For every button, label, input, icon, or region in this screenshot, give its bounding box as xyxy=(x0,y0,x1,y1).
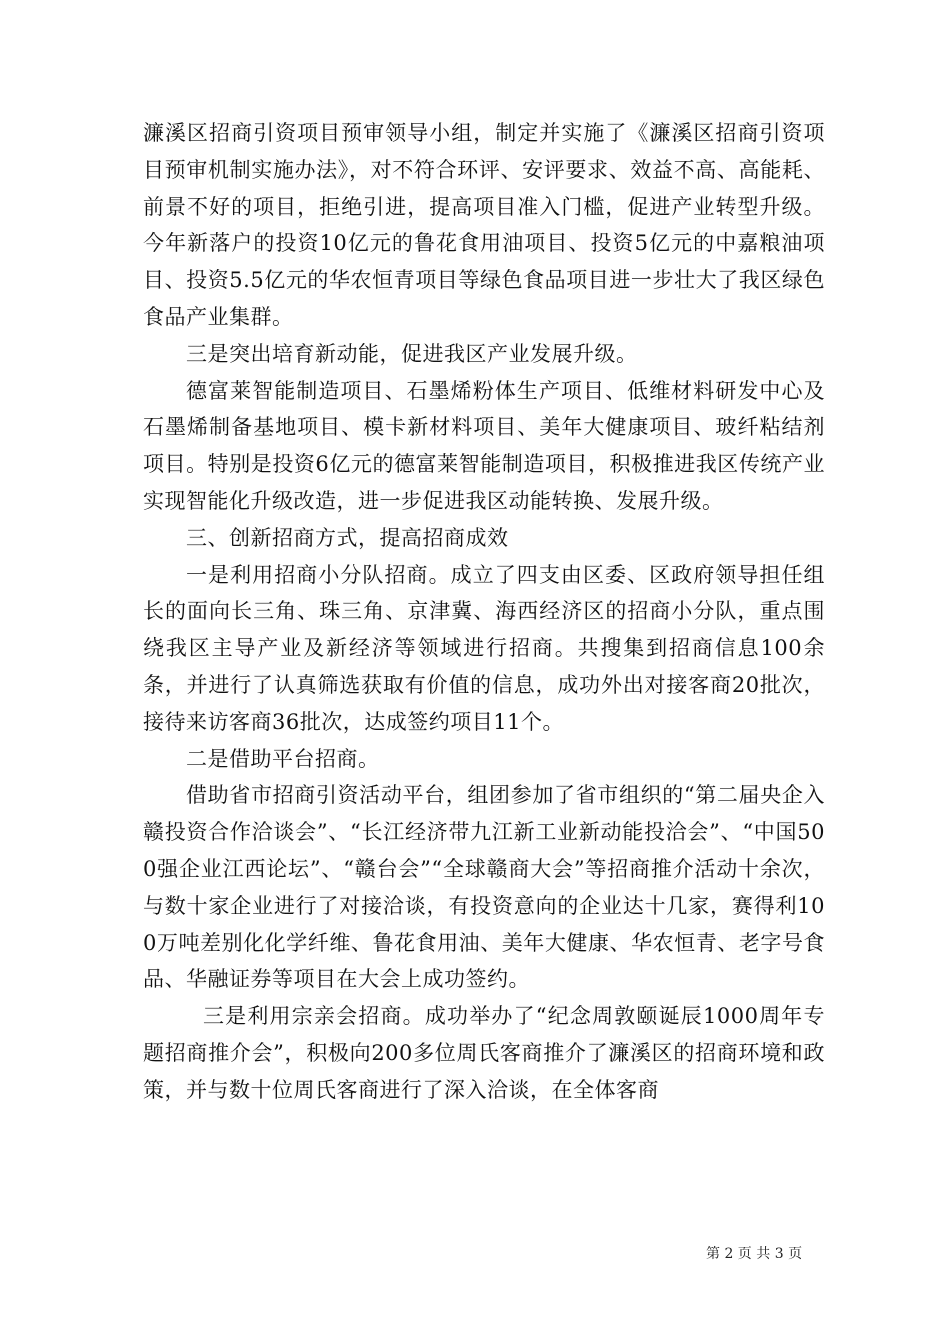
document-body xyxy=(143,115,825,1109)
paragraph-7: 借助省市招商引资活动平台，组团参加了省市组织的“第二届央企入赣投资合作洽谈会”、“长江经济带九江新工业新动能投洽会”、“中国500强企业江西论坛”、“赣台会”“全球赣商大会”等招商推介活动十余次，与数十家企业进行了对接洽谈，有投资意向的企业达十几家，赛得利100万吨差别化化学纤维、鲁花食用油、美年大健康、华农恒青、老字号食品、华融证券等项目在大会上成功签约。 xyxy=(143,783,825,992)
paragraph-8: 三是利用宗亲会招商。成功举办了“纪念周敦颐诞辰1000周年专题招商推介会”，积极向200多位周氏客商推介了濂溪区的招商环境和政策，并与数十位周氏客商进行了深入洽谈，在全体客商 xyxy=(143,1004,825,1102)
paragraph-1: 濂溪区招商引资项目预审领导小组，制定并实施了《濂溪区招商引资项目预审机制实施办法》，对不符合环评、安评要求、效益不高、高能耗、前景不好的项目，拒绝引进，提高项目准入门槛，促进产业转型升级。今年新落户的投资10亿元的鲁花食用油项目、投资5亿元的中嘉粮油项目、投资5.5亿元的华农恒青项目等绿色食品项目进一步壮大了我区绿色食品产业集群。 xyxy=(143,121,825,329)
section-heading: 三、创新招商方式，提高招商成效 xyxy=(186,525,509,550)
page-number-footer: 第 2 页 共 3 页 xyxy=(706,1246,803,1262)
paragraph-2: 三是突出培育新动能，促进我区产业发展升级。 xyxy=(186,341,638,366)
paragraph-5: 一是利用招商小分队招商。成立了四支由区委、区政府领导担任组长的面向长三角、珠三角、京津冀、海西经济区的招商小分队，重点围绕我区主导产业及新经济等领域进行招商。共搜集到招商信息100余条，并进行了认真筛选获取有价值的信息，成功外出对接客商20批次，接待来访客商36批次，达成签约项目11个。 xyxy=(143,562,825,734)
paragraph-3: 德富莱智能制造项目、石墨烯粉体生产项目、低维材料研发中心及石墨烯制备基地项目、模卡新材料项目、美年大健康项目、玻纤粘结剂项目。特别是投资6亿元的德富莱智能制造项目，积极推进我区传统产业实现智能化升级改造，进一步促进我区动能转换、发展升级。 xyxy=(143,378,825,513)
paragraph-6: 二是借助平台招商。 xyxy=(186,746,380,771)
